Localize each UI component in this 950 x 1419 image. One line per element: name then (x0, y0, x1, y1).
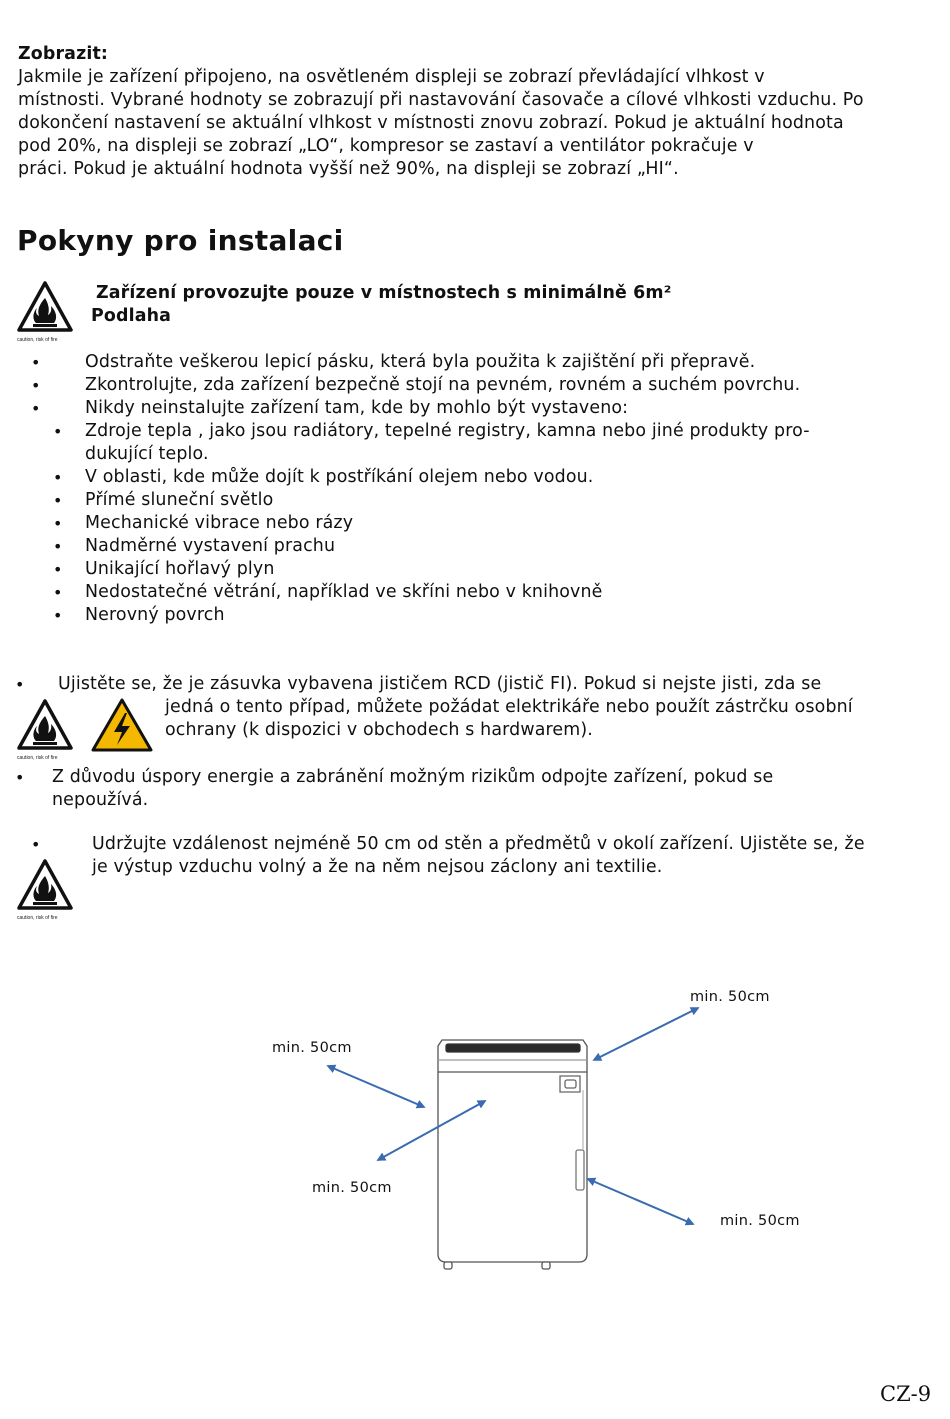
bullet-item: V oblasti, kde může dojít k postříkání olejem nebo vodou. (85, 467, 594, 487)
display-line-4: pod 20%, na displeji se zobrazí „LO“, kompresor se zastaví a ventilátor pokračuje v (18, 136, 754, 156)
bullet-item-cont: dukující teplo. (85, 444, 209, 464)
bullet-item: Unikající hořlavý plyn (85, 559, 275, 579)
bullet-marker: • (15, 768, 25, 787)
bullet-marker: • (53, 606, 63, 625)
arrow-left (328, 1066, 424, 1107)
fire-warning-icon (17, 699, 73, 759)
bullet-marker: • (53, 537, 63, 556)
bullet-item: Nadměrné vystavení prachu (85, 536, 336, 556)
fire-warning-icon (17, 859, 73, 919)
bullet-marker: • (31, 376, 41, 395)
page-number: CZ-9 (880, 1382, 932, 1406)
display-line-2: místnosti. Vybrané hodnoty se zobrazují při nastavování časovače a cílové vlhkosti vzduchu. Po (18, 90, 864, 110)
bullet-marker: • (53, 514, 63, 533)
arrow-bottom-right (588, 1179, 693, 1224)
fire-caption: caution, risk of fire (17, 755, 58, 761)
rcd-line-2: jedná o tento případ, můžete požádat elektrikáře nebo použít zástrčku osobní (165, 697, 853, 717)
bullet-item: Nerovný povrch (85, 605, 225, 625)
clearance-label: min. 50cm (720, 1213, 800, 1229)
room-size-warning-line2: Podlaha (91, 306, 172, 326)
display-heading: Zobrazit: (18, 44, 109, 64)
room-size-warning: Zařízení provozujte pouze v místnostech s minimálně 6m² (96, 283, 672, 303)
bullet-item: Zkontrolujte, zda zařízení bezpečně stojí na pevném, rovném a suchém povrchu. (85, 375, 801, 395)
fire-caption: caution, risk of fire (17, 915, 58, 921)
fire-warning-icon (17, 281, 73, 341)
bullet-marker: • (53, 560, 63, 579)
bullet-marker: • (15, 675, 25, 694)
bullet-marker: • (53, 491, 63, 510)
distance-line-1: Udržujte vzdálenost nejméně 50 cm od stěn a předmětů v okolí zařízení. Ujistěte se, že (92, 834, 865, 854)
bullet-item: Přímé sluneční světlo (85, 490, 274, 510)
bullet-marker: • (31, 353, 41, 372)
energy-line-1: Z důvodu úspory energie a zabránění možným rizikům odpojte zařízení, pokud se (52, 767, 774, 787)
section-title: Pokyny pro instalaci (17, 224, 344, 257)
bullet-item: Odstraňte veškerou lepicí pásku, která byla použita k zajištění při přepravě. (85, 352, 756, 372)
bullet-marker: • (31, 399, 41, 418)
clearance-label: min. 50cm (690, 989, 770, 1005)
bullet-marker: • (53, 583, 63, 602)
fire-caption: caution, risk of fire (17, 337, 58, 343)
bullet-item: Nedostatečné větrání, například ve skříni nebo v knihovně (85, 582, 603, 602)
bullet-marker: • (53, 422, 63, 441)
arrow-front (378, 1101, 485, 1160)
bullet-item: Mechanické vibrace nebo rázy (85, 513, 354, 533)
energy-line-2: nepoužívá. (52, 790, 149, 810)
display-line-5: práci. Pokud je aktuální hodnota vyšší než 90%, na displeji se zobrazí „HI“. (18, 159, 679, 179)
electric-hazard-icon (90, 697, 154, 753)
arrow-top-right (594, 1008, 698, 1060)
bullet-item: Nikdy neinstalujte zařízení tam, kde by mohlo být vystaveno: (85, 398, 629, 418)
clearance-diagram (0, 960, 950, 1280)
distance-line-2: je výstup vzduchu volný a že na něm nejsou záclony ani textilie. (92, 857, 663, 877)
display-line-1: Jakmile je zařízení připojeno, na osvětleném displeji se zobrazí převládající vlhkost v (18, 67, 765, 87)
bullet-marker: • (31, 835, 41, 854)
bullet-item: Zdroje tepla , jako jsou radiátory, tepelné registry, kamna nebo jiné produkty pro- (85, 421, 810, 441)
rcd-line-3: ochrany (k dispozici v obchodech s hardwarem). (165, 720, 593, 740)
display-line-3: dokončení nastavení se aktuální vlhkost v místnosti znovu zobrazí. Pokud je aktuální hodnota (18, 113, 844, 133)
clearance-label: min. 50cm (312, 1180, 392, 1196)
rcd-line-1: Ujistěte se, že je zásuvka vybavena jističem RCD (jistič FI). Pokud si nejste jisti, zda se (58, 674, 822, 694)
clearance-label: min. 50cm (272, 1040, 352, 1056)
dehumidifier-drawing (438, 1040, 587, 1269)
bullet-marker: • (53, 468, 63, 487)
